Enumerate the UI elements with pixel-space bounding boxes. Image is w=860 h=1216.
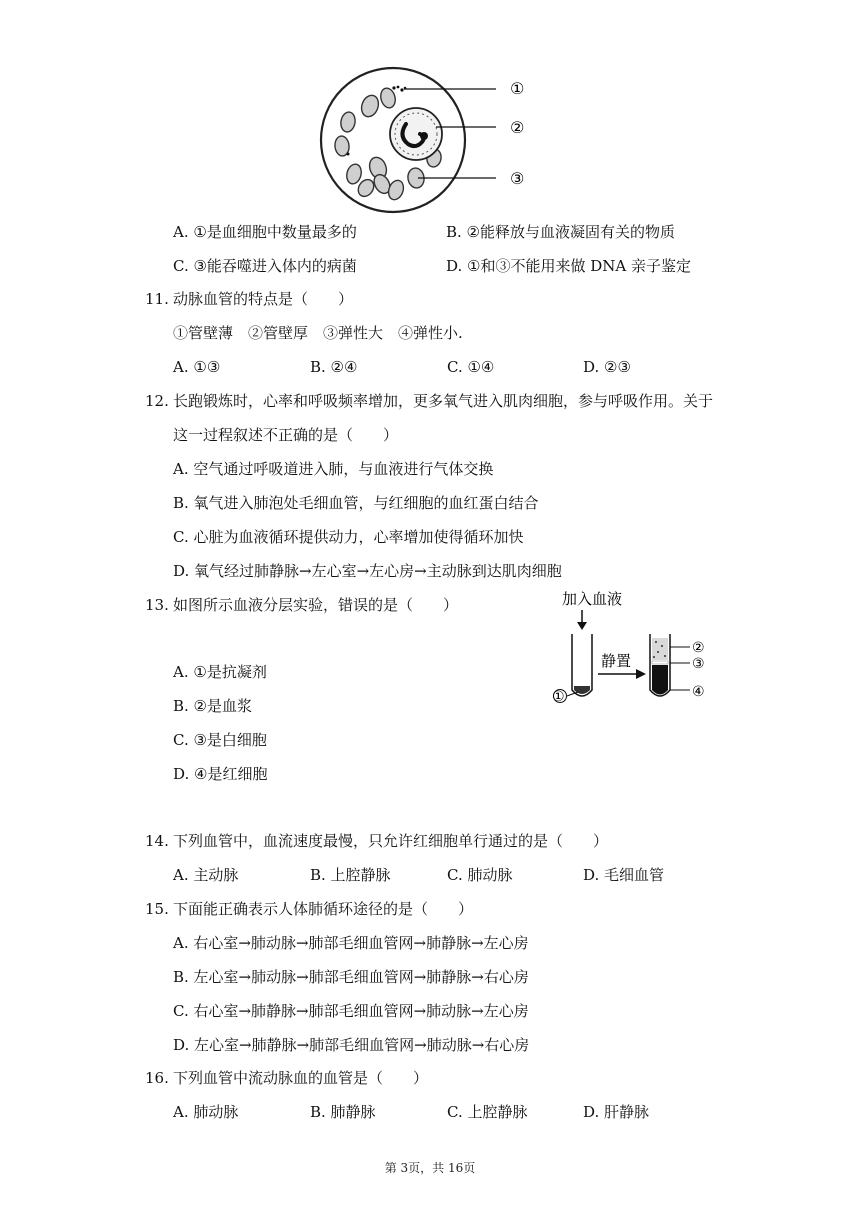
q14-option-a: A. 主动脉 (173, 866, 239, 884)
page-footer: 第 3页，共 16页 (384, 1161, 476, 1175)
q14-stem: 下列血管中，血流速度最慢，只允许红细胞单行通过的是（ ） (173, 832, 609, 850)
q16-number: 16. (145, 1069, 169, 1087)
q15-option-d: D. 左心室→肺静脉→肺部毛细血管网→肺动脉→右心房 (173, 1036, 530, 1054)
q11-stem: 动脉血管的特点是（ ） (173, 290, 354, 308)
q12-stem-line2: 这一过程叙述不正确的是（ ） (173, 426, 399, 444)
q12-option-d: D. 氧气经过肺静脉→左心室→左心房→主动脉到达肌肉细胞 (173, 562, 562, 580)
q15-option-a: A. 右心室→肺动脉→肺部毛细血管网→肺静脉→左心房 (173, 934, 529, 952)
q15-option-c: C. 右心室→肺静脉→肺部毛细血管网→肺动脉→左心房 (173, 1002, 529, 1020)
q10-option-a: A. ①是血细胞中数量最多的 (173, 223, 357, 241)
q13-option-b: B. ②是血浆 (173, 697, 253, 715)
tube-label-4: ④ (692, 684, 705, 700)
q11-items: ①管壁薄 ②管壁厚 ③弹性大 ④弹性小. (173, 324, 463, 342)
q11-number: 11. (145, 290, 169, 308)
figure-label-3: ③ (510, 169, 525, 188)
q10-option-d: D. ①和③不能用来做 DNA 亲子鉴定 (446, 257, 691, 275)
q12-option-c: C. 心脏为血液循环提供动力，心率增加使得循环加快 (173, 528, 524, 546)
q14-option-d: D. 毛细血管 (583, 866, 665, 884)
q16-option-b: B. 肺静脉 (310, 1103, 376, 1121)
q14-option-c: C. 肺动脉 (447, 866, 513, 884)
q13-number: 13. (145, 596, 169, 614)
q10-option-b: B. ②能释放与血液凝固有关的物质 (446, 223, 676, 241)
figure-label-1: ① (510, 79, 525, 98)
q16-option-a: A. 肺动脉 (173, 1103, 239, 1121)
tube-label-1: ① (552, 689, 565, 705)
q11-option-b: B. ②④ (310, 358, 358, 376)
q16-option-c: C. 上腔静脉 (447, 1103, 528, 1121)
tube-label-2: ② (692, 640, 705, 656)
q11-option-a: A. ①③ (173, 358, 221, 376)
tube-label-3: ③ (692, 656, 705, 672)
q12-option-a: A. 空气通过呼吸道进入肺，与血液进行气体交换 (173, 460, 494, 478)
q12-option-b: B. 氧气进入肺泡处毛细血管，与红细胞的血红蛋白结合 (173, 494, 539, 512)
q12-number: 12. (145, 392, 169, 410)
settle-label: 静置 (601, 652, 632, 670)
q13-option-d: D. ④是红细胞 (173, 765, 268, 783)
figure-label-2: ② (510, 118, 525, 137)
q13-stem: 如图所示血液分层实验，错误的是（ ） (173, 596, 459, 614)
q13-option-c: C. ③是白细胞 (173, 731, 267, 749)
q12-stem-line1: 长跑锻炼时，心率和呼吸频率增加，更多氧气进入肌肉细胞，参与呼吸作用。关于 (173, 392, 714, 410)
q16-option-d: D. 肝静脉 (583, 1103, 650, 1121)
q10-option-c: C. ③能吞噬进入体内的病菌 (173, 257, 357, 275)
q11-option-d: D. ②③ (583, 358, 631, 376)
q15-stem: 下面能正确表示人体肺循环途径的是（ ） (173, 900, 474, 918)
blood-layering-figure (528, 586, 728, 712)
q14-option-b: B. 上腔静脉 (310, 866, 391, 884)
q14-number: 14. (145, 832, 169, 850)
q13-option-a: A. ①是抗凝剂 (173, 663, 267, 681)
q11-option-c: C. ①④ (447, 358, 495, 376)
q15-option-b: B. 左心室→肺动脉→肺部毛细血管网→肺静脉→右心房 (173, 968, 529, 986)
add-blood-label: 加入血液 (562, 590, 623, 608)
blood-smear-figure (318, 64, 538, 216)
q15-number: 15. (145, 900, 169, 918)
q16-stem: 下列血管中流动脉血的血管是（ ） (173, 1069, 429, 1087)
